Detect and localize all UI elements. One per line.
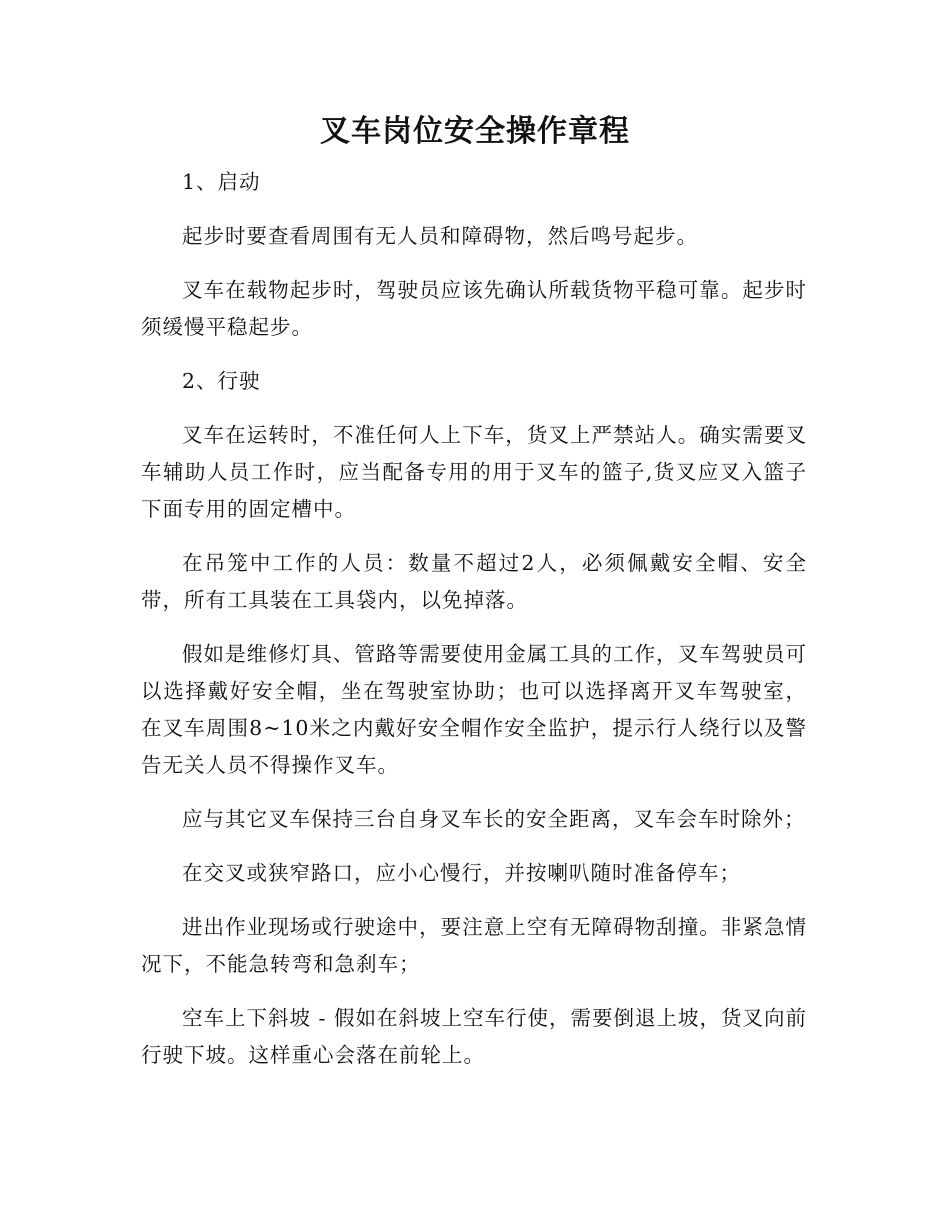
paragraph: 假如是维修灯具、管路等需要使用金属工具的工作，叉车驾驶员可以选择戴好安全帽，坐在驾驶室协助；也可以选择离开叉车驾驶室，在叉车周围8~10米之内戴好安全帽作安全监护，提示行人绕行以及警告无关人员不得操作叉车。 — [141, 642, 807, 777]
paragraph: 在吊笼中工作的人员：数量不超过2人，必须佩戴安全帽、安全带，所有工具装在工具袋内，以免掉落。 — [141, 551, 807, 612]
paragraph: 在交叉或狭窄路口，应小心慢行，并按喇叭随时准备停车； — [182, 861, 741, 885]
paragraph: 进出作业现场或行驶途中，要注意上空有无障碍物刮撞。非紧急情况下，不能急转弯和急刹车； — [141, 915, 807, 976]
paragraph: 叉车在载物起步时，驾驶员应该先确认所载货物平稳可靠。起步时须缓慢平稳起步。 — [141, 278, 807, 339]
document-body — [141, 164, 807, 1091]
paragraph: 应与其它叉车保持三台自身叉车长的安全距离，叉车会车时除外； — [182, 807, 806, 831]
document-title: 叉车岗位安全操作章程 — [320, 114, 630, 149]
section-heading-driving: 2、行驶 — [182, 369, 261, 393]
section-heading-start: 1、启动 — [182, 170, 261, 194]
paragraph: 叉车在运转时，不准任何人上下车，货叉上严禁站人。确实需要叉车辅助人员工作时，应当配备专用的用于叉车的篮子,货叉应叉入篮子下面专用的固定槽中。 — [141, 423, 807, 521]
paragraph: 起步时要查看周围有无人员和障碍物，然后鸣号起步。 — [182, 224, 698, 248]
paragraph: 空车上下斜坡 - 假如在斜坡上空车行使，需要倒退上坡，货叉向前行驶下坡。这样重心会落在前轮上。 — [141, 1006, 807, 1067]
